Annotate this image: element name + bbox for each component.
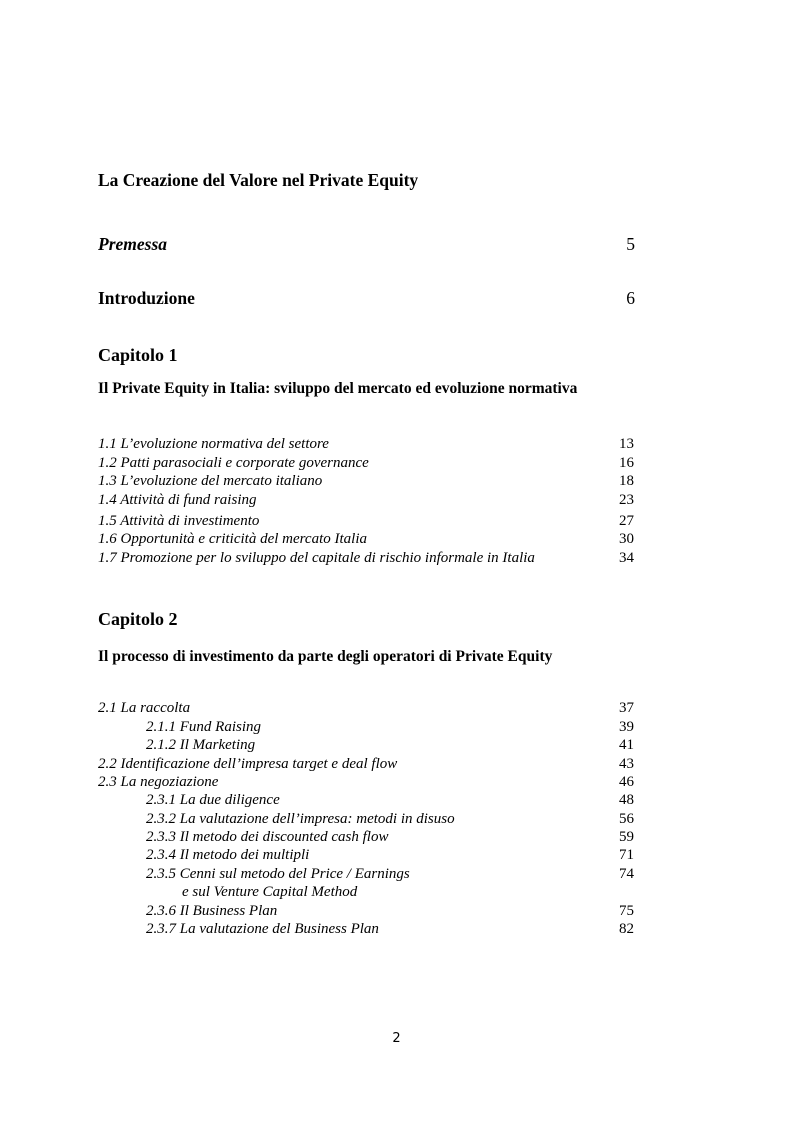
toc-entry-premessa: [98, 234, 635, 255]
toc-entry: [146, 736, 634, 754]
chapter-1-heading: Capitolo 1: [98, 345, 178, 365]
toc-entry-label: 2.3.6 Il Business Plan: [146, 903, 278, 919]
toc-entry-label: e sul Venture Capital Method: [182, 884, 358, 900]
toc-entry-label: 2.3.1 La due diligence: [146, 792, 280, 808]
toc-entry-page: 23: [619, 492, 634, 508]
toc-entry: [98, 530, 634, 548]
introduzione-page: 6: [626, 288, 635, 308]
chapter-2-subtitle: Il processo di investimento da parte degli operatori di Private Equity: [98, 648, 553, 665]
toc-entry-page: 74: [619, 866, 634, 882]
toc-entry-page: 71: [619, 847, 634, 863]
toc-entry: [98, 491, 634, 509]
toc-entry-page: 43: [619, 756, 634, 772]
chapter-1-subtitle: Il Private Equity in Italia: sviluppo del mercato ed evoluzione normativa: [98, 380, 578, 397]
toc-entry: [98, 435, 634, 453]
toc-entry: [146, 828, 634, 846]
premessa-label: Premessa: [98, 234, 168, 254]
toc-entry: [146, 791, 634, 809]
toc-entry-page: 16: [619, 455, 634, 471]
premessa-page: 5: [626, 234, 635, 254]
toc-entry-page: 30: [619, 531, 634, 547]
toc-entry-label: 2.3.2 La valutazione dell’impresa: metodi in disuso: [146, 811, 455, 827]
toc-entry-page: 34: [619, 550, 634, 566]
toc-entry-page: 82: [619, 921, 634, 937]
toc-entry-label: 1.3 L’evoluzione del mercato italiano: [98, 473, 323, 489]
toc-entry: [146, 902, 634, 920]
page-number: 2: [392, 1031, 401, 1046]
toc-entry-page: 13: [619, 436, 634, 452]
toc-entry-label: 1.7 Promozione per lo sviluppo del capitale di rischio informale in Italia: [98, 550, 535, 566]
toc-entry-label: 2.3 La negoziazione: [98, 774, 219, 790]
toc-entry-label: 2.3.3 Il metodo dei discounted cash flow: [146, 829, 389, 845]
toc-entry-page: 27: [619, 513, 634, 529]
toc-entry-continuation: [182, 883, 634, 901]
toc-entry: [98, 773, 634, 791]
toc-entry-introduzione: [98, 288, 635, 309]
document-title: La Creazione del Valore nel Private Equity: [98, 170, 419, 190]
toc-entry-page: 46: [619, 774, 634, 790]
toc-entry-label: 1.6 Opportunità e criticità del mercato Italia: [98, 531, 367, 547]
toc-entry: [146, 718, 634, 736]
toc-entry: [98, 472, 634, 490]
toc-entry-page: 48: [619, 792, 634, 808]
toc-entry-page: 18: [619, 473, 634, 489]
toc-entry-page: 37: [619, 700, 634, 716]
toc-entry: [98, 512, 634, 530]
toc-entry-label: 2.3.5 Cenni sul metodo del Price / Earnings: [146, 866, 410, 882]
toc-entry-page: 75: [619, 903, 634, 919]
toc-entry-label: 2.3.4 Il metodo dei multipli: [146, 847, 310, 863]
toc-entry-label: 2.1.1 Fund Raising: [146, 719, 261, 735]
toc-entry-page: 59: [619, 829, 634, 845]
toc-entry: [146, 846, 634, 864]
toc-entry: [146, 920, 634, 938]
chapter-2-heading: Capitolo 2: [98, 609, 178, 629]
toc-entry-label: 2.3.7 La valutazione del Business Plan: [146, 921, 379, 937]
toc-entry-label: 2.2 Identificazione dell’impresa target e deal flow: [98, 756, 398, 772]
toc-entry: [98, 549, 634, 567]
toc-entry-label: 2.1 La raccolta: [98, 700, 191, 716]
toc-entry-label: 1.2 Patti parasociali e corporate governance: [98, 455, 369, 471]
toc-entry-label: 1.4 Attività di fund raising: [98, 492, 257, 508]
toc-entry: [146, 810, 634, 828]
toc-entry-page: 41: [619, 737, 634, 753]
toc-entry-page: 39: [619, 719, 634, 735]
toc-entry: [98, 699, 634, 717]
toc-entry-label: 1.5 Attività di investimento: [98, 513, 260, 529]
introduzione-label: Introduzione: [98, 288, 195, 308]
toc-entry-label: 1.1 L’evoluzione normativa del settore: [98, 436, 329, 452]
toc-entry: [98, 454, 634, 472]
toc-entry-page: 56: [619, 811, 634, 827]
toc-entry: [98, 755, 634, 773]
toc-entry-label: 2.1.2 Il Marketing: [146, 737, 256, 753]
toc-entry: [146, 865, 634, 883]
